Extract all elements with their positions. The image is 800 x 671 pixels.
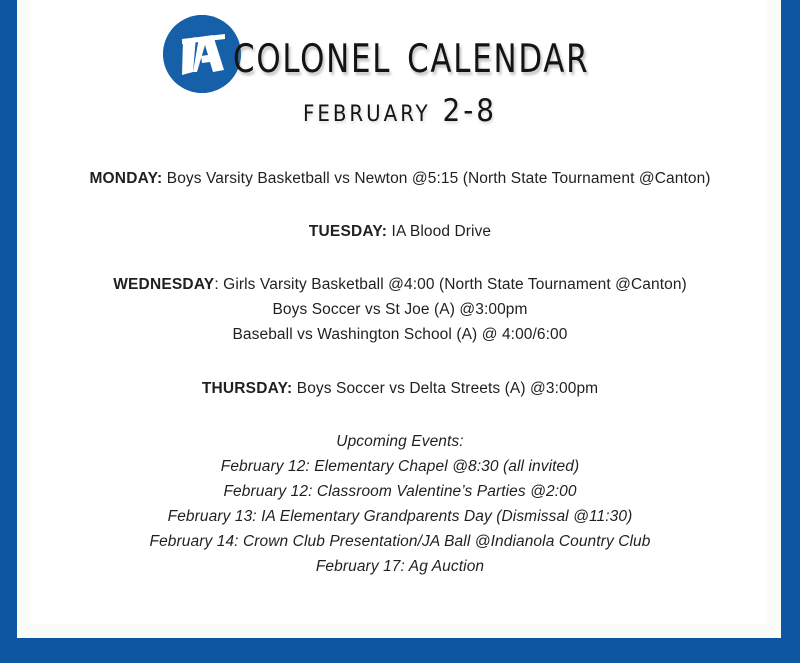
page-title: colonel calendar: [232, 21, 589, 86]
schedule-line: [40, 376, 760, 401]
schedule-line: [40, 272, 760, 297]
ia-monogram-logo: [163, 15, 241, 93]
upcoming-events-heading: Upcoming Events:: [336, 432, 464, 450]
upcoming-events-section: [40, 429, 760, 580]
schedule-day-block: [40, 376, 760, 401]
schedule-day-block: [40, 272, 760, 347]
date-range-subtitle: february 2-8: [302, 93, 498, 129]
schedule-day-label: MONDAY:: [89, 170, 163, 187]
upcoming-event-item: February 14: Crown Club Presentation/JA Ball @Indianola Country Club: [149, 533, 651, 551]
upcoming-events-list: [40, 454, 760, 580]
schedule-day-label: THURSDAY:: [201, 379, 293, 397]
schedule-line: [40, 219, 760, 244]
upcoming-event-item: February 12: Elementary Chapel @8:30 (all invited): [220, 457, 580, 475]
upcoming-event-item: February 17: Ag Auction: [315, 558, 485, 576]
schedule-day-block: [40, 166, 760, 191]
schedule-event-text: Boys Soccer vs Delta Streets (A) @3:00pm: [296, 379, 599, 397]
schedule-day-label-suffix: :: [214, 276, 219, 294]
schedule-event-text: Boys Varsity Basketball vs Newton @5:15 (North State Tournament @Canton): [166, 170, 711, 187]
weekly-schedule: [40, 166, 760, 401]
schedule-day-label: WEDNESDAY: [113, 276, 215, 294]
schedule-event-text: IA Blood Drive: [391, 223, 492, 241]
schedule-line: [40, 297, 760, 322]
upcoming-event-item: February 13: IA Elementary Grandparents Day (Dismissal @11:30): [167, 507, 633, 525]
title-row: [40, 0, 760, 100]
schedule-line: [40, 322, 760, 347]
schedule-day-label: TUESDAY:: [308, 223, 388, 241]
schedule-event-text: Girls Varsity Basketball @4:00 (North State Tournament @Canton): [223, 276, 687, 294]
schedule-event-text: Boys Soccer vs St Joe (A) @3:00pm: [272, 301, 528, 319]
flyer-header: [40, 0, 760, 148]
upcoming-event-item: February 12: Classroom Valentine’s Parties @2:00: [223, 482, 577, 500]
schedule-event-text: Baseball vs Washington School (A) @ 4:00/6:00: [232, 326, 568, 344]
frame-border-bottom: [0, 638, 800, 663]
schedule-day-block: [40, 219, 760, 244]
schedule-line: [40, 166, 760, 191]
